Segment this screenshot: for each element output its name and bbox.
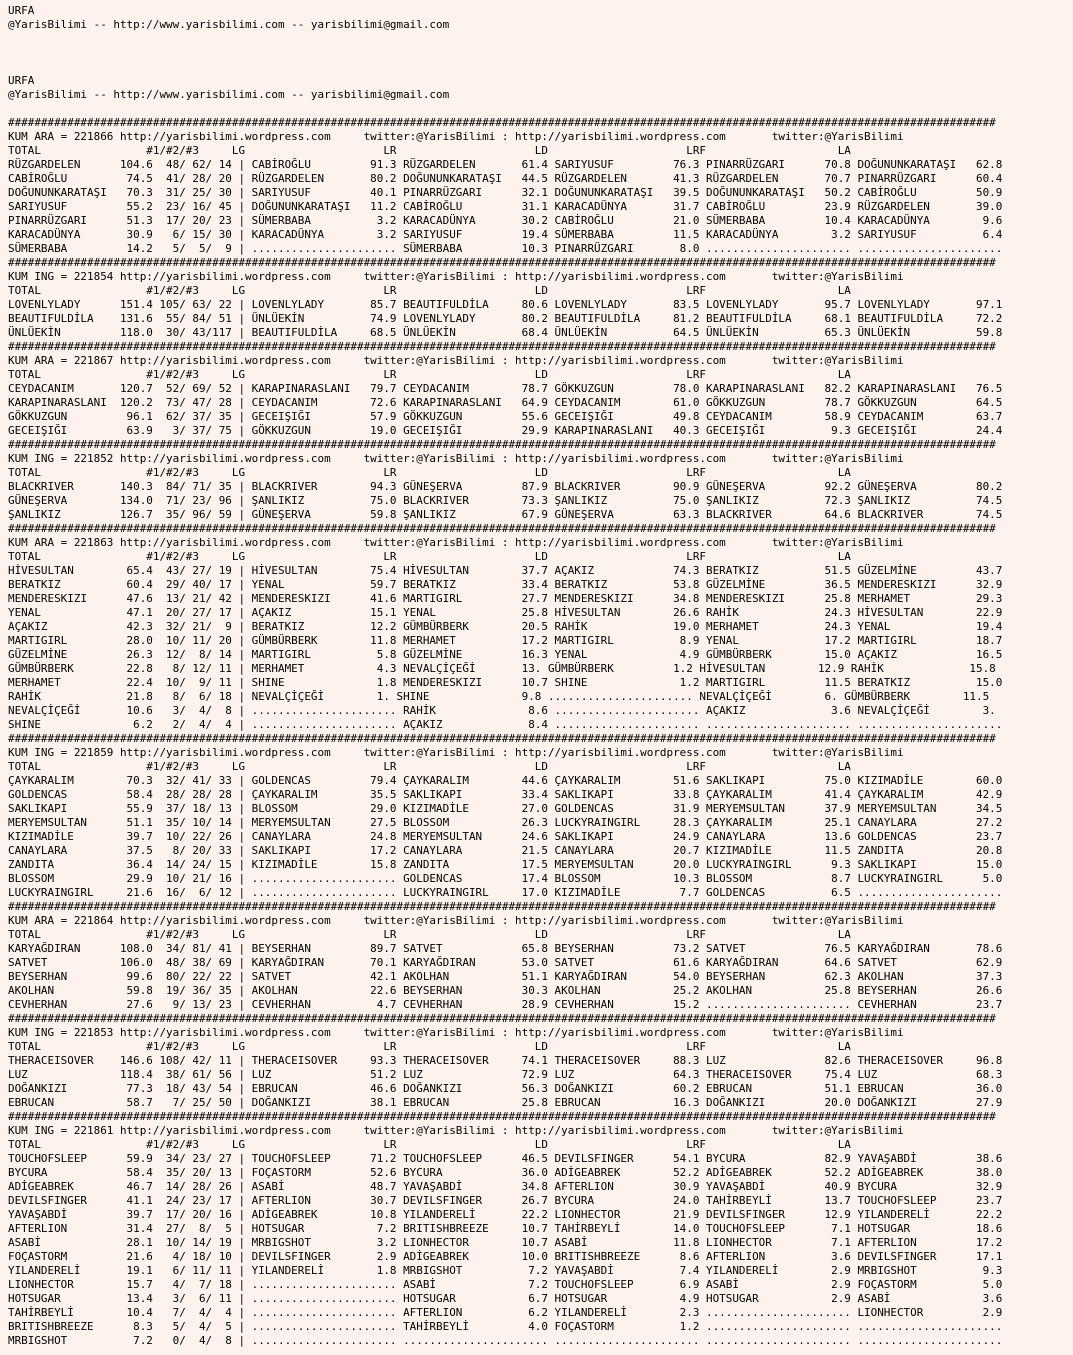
text-line: GÜZELMİNE 26.3 12/ 8/ 14 | MARTIGIRL 5.8 GÜZELMİNE 16.3 YENAL 4.9 GÜMBÜRBERK 15.0 AÇAKIZ 16.5 [8, 648, 1003, 661]
text-line: DOĞANKIZI 77.3 18/ 43/ 54 | EBRUCAN 46.6 DOĞANKIZI 56.3 DOĞANKIZI 60.2 EBRUCAN 51.1 EBRUCAN 36.0 [8, 1082, 1003, 1095]
separator-line: ###################################################################################################################################################### [8, 340, 996, 353]
text-line: @YarisBilimi -- http://www.yarisbilimi.com -- yarisbilimi@gmail.com [8, 88, 450, 101]
text-line: AFTERLION 31.4 27/ 8/ 5 | HOTSUGAR 7.2 BRITISHBREEZE 10.7 TAHİRBEYLİ 14.0 TOUCHOFSLEEP 7.1 HOTSUGAR 18.6 [8, 1222, 1003, 1235]
text-line: AKOLHAN 59.8 19/ 36/ 35 | AKOLHAN 22.6 BEYSERHAN 30.3 AKOLHAN 25.2 AKOLHAN 25.8 BEYSERHAN 26.6 [8, 984, 1003, 997]
text-line: BRITISHBREEZE 8.3 5/ 4/ 5 | ...................... TAHİRBEYLİ 4.0 FOÇASTORM 1.2 ...................... ...................... [8, 1320, 1003, 1333]
text-line: GECEIŞIĞI 63.9 3/ 37/ 75 | GÖKKUZGUN 19.0 GECEIŞIĞI 29.9 KARAPINARASLANI 40.3 GECEIŞIĞI 9.3 GECEIŞIĞI 24.4 [8, 424, 1003, 437]
text-line: SATVET 106.0 48/ 38/ 69 | KARYAĞDIRAN 70.1 KARYAĞDIRAN 53.0 SATVET 61.6 KARYAĞDIRAN 64.6 SATVET 62.9 [8, 956, 1003, 969]
separator-line: ###################################################################################################################################################### [8, 1012, 996, 1025]
text-line: CEYDACANIM 120.7 52/ 69/ 52 | KARAPINARASLANI 79.7 CEYDACANIM 78.7 GÖKKUZGUN 78.0 KARAPINARASLANI 82.2 KARAPINARASLANI 76.5 [8, 382, 1003, 395]
text-line: ÜNLÜEKİN 118.0 30/ 43/117 | BEAUTIFULDİLA 68.5 ÜNLÜEKİN 68.4 ÜNLÜEKİN 64.5 ÜNLÜEKİN 65.3 ÜNLÜEKİN 59.8 [8, 326, 1003, 339]
column-header-line: TOTAL #1/#2/#3 LG LR LD LRF LA [8, 466, 851, 479]
column-header-line: TOTAL #1/#2/#3 LG LR LD LRF LA [8, 284, 851, 297]
blank-line [8, 60, 1073, 74]
text-line: YILANDERELİ 19.1 6/ 11/ 11 | YILANDERELİ 1.8 MRBIGSHOT 7.2 YAVAŞABDİ 7.4 YILANDERELİ 2.9 MRBIGSHOT 9.3 [8, 1264, 1003, 1277]
text-line: THERACEISOVER 146.6 108/ 42/ 11 | THERACEISOVER 93.3 THERACEISOVER 74.1 THERACEISOVER 88.3 LUZ 82.6 THERACEISOVER 96.8 [8, 1054, 1003, 1067]
text-line: CANAYLARA 37.5 8/ 20/ 33 | SAKLIKAPI 17.2 CANAYLARA 21.5 CANAYLARA 20.7 KIZIMADİLE 11.5 ZANDITA 20.8 [8, 844, 1003, 857]
text-line: BERATKIZ 60.4 29/ 40/ 17 | YENAL 59.7 BERATKIZ 33.4 BERATKIZ 53.8 GÜZELMİNE 36.5 MENDERESKIZI 32.9 [8, 578, 1003, 591]
race-header-line: KUM ARA = 221866 http://yarisbilimi.wordpress.com twitter:@YarisBilimi : http://yarisbilimi.wordpress.com twitter:@YarisBilimi [8, 130, 904, 143]
text-line: FOÇASTORM 21.6 4/ 18/ 10 | DEVILSFINGER 2.9 ADİGEABREK 10.0 BRITISHBREEZE 8.6 AFTERLION 3.6 DEVILSFINGER 17.1 [8, 1250, 1003, 1263]
text-line: RÜZGARDELEN 104.6 48/ 62/ 14 | CABİROĞLU 91.3 RÜZGARDELEN 61.4 SARIYUSUF 76.3 PINARRÜZGARI 70.8 DOĞUNUNKARATAŞI 62.8 [8, 158, 1003, 171]
text-line: PINARRÜZGARI 51.3 17/ 20/ 23 | SÜMERBABA 3.2 KARACADÜNYA 30.2 CABİROĞLU 21.0 SÜMERBABA 10.4 KARACADÜNYA 9.6 [8, 214, 1003, 227]
text-line: URFA [8, 74, 35, 87]
text-line: RAHİK 21.8 8/ 6/ 18 | NEVALÇİÇEĞİ 1. SHINE 9.8 ...................... NEVALÇİÇEĞİ 6. GÜMBÜRBERK 11.5 [8, 690, 990, 703]
text-line: ÇAYKARALIM 70.3 32/ 41/ 33 | GOLDENCAS 79.4 ÇAYKARALIM 44.6 ÇAYKARALIM 51.6 SAKLIKAPI 75.0 KIZIMADİLE 60.0 [8, 774, 1003, 787]
text-line: TAHİRBEYLİ 10.4 7/ 4/ 4 | ...................... AFTERLION 6.2 YILANDERELİ 2.3 ...................... LIONHECTOR 2.9 [8, 1306, 1003, 1319]
text-line: SÜMERBABA 14.2 5/ 5/ 9 | ...................... SÜMERBABA 10.3 PINARRÜZGARI 8.0 ...................... ...................... [8, 242, 1003, 255]
race-header-line: KUM ING = 221861 http://yarisbilimi.wordpress.com twitter:@YarisBilimi : http://yarisbilimi.wordpress.com twitter:@YarisBilimi [8, 1124, 904, 1137]
column-header-line: TOTAL #1/#2/#3 LG LR LD LRF LA [8, 144, 851, 157]
text-line: NEVALÇİÇEĞİ 10.6 3/ 4/ 8 | ...................... RAHİK 8.6 ...................... AÇAKIZ 3.6 NEVALÇİÇEĞİ 3. [8, 704, 996, 717]
text-line: ASABİ 28.1 10/ 14/ 19 | MRBIGSHOT 3.2 LIONHECTOR 10.7 ASABİ 11.8 LIONHECTOR 7.1 AFTERLION 17.2 [8, 1236, 1003, 1249]
text-line: DOĞUNUNKARATAŞI 70.3 31/ 25/ 30 | SARIYUSUF 40.1 PINARRÜZGARI 32.1 DOĞUNUNKARATAŞI 39.5 DOĞUNUNKARATAŞI 50.2 CABİROĞLU 50.9 [8, 186, 1003, 199]
text-line: LUZ 118.4 38/ 61/ 56 | LUZ 51.2 LUZ 72.9 LUZ 64.3 THERACEISOVER 75.4 LUZ 68.3 [8, 1068, 1003, 1081]
race-header-line: KUM ING = 221853 http://yarisbilimi.wordpress.com twitter:@YarisBilimi : http://yarisbilimi.wordpress.com twitter:@YarisBilimi [8, 1026, 904, 1039]
race-header-line: KUM ARA = 221863 http://yarisbilimi.wordpress.com twitter:@YarisBilimi : http://yarisbilimi.wordpress.com twitter:@YarisBilimi [8, 536, 904, 549]
text-line: MENDERESKIZI 47.6 13/ 21/ 42 | MENDERESKIZI 41.6 MARTIGIRL 27.7 MENDERESKIZI 34.8 MENDERESKIZI 25.8 MERHAMET 29.3 [8, 592, 1003, 605]
text-line: CEVHERHAN 27.6 9/ 13/ 23 | CEVHERHAN 4.7 CEVHERHAN 28.9 CEVHERHAN 15.2 ...................... CEVHERHAN 23.7 [8, 998, 1003, 1011]
column-header-line: TOTAL #1/#2/#3 LG LR LD LRF LA [8, 928, 851, 941]
text-line: AÇAKIZ 42.3 32/ 21/ 9 | BERATKIZ 12.2 GÜMBÜRBERK 20.5 RAHİK 19.0 MERHAMET 24.3 YENAL 19.4 [8, 620, 1003, 633]
text-line: YAVAŞABDİ 39.7 17/ 20/ 16 | ADİGEABREK 10.8 YILANDERELİ 22.2 LIONHECTOR 21.9 DEVILSFINGER 12.9 YILANDERELİ 22.2 [8, 1208, 1003, 1221]
text-line: DEVILSFINGER 41.1 24/ 23/ 17 | AFTERLION 30.7 DEVILSFINGER 26.7 BYCURA 24.0 TAHİRBEYLİ 13.7 TOUCHOFSLEEP 23.7 [8, 1194, 1003, 1207]
separator-line: ###################################################################################################################################################### [8, 256, 996, 269]
text-line: TOUCHOFSLEEP 59.9 34/ 23/ 27 | TOUCHOFSLEEP 71.2 TOUCHOFSLEEP 46.5 DEVILSFINGER 54.1 BYCURA 82.9 YAVAŞABDİ 38.6 [8, 1152, 1003, 1165]
race-header-line: KUM ING = 221852 http://yarisbilimi.wordpress.com twitter:@YarisBilimi : http://yarisbilimi.wordpress.com twitter:@YarisBilimi [8, 452, 904, 465]
separator-line: ###################################################################################################################################################### [8, 900, 996, 913]
separator-line: ###################################################################################################################################################### [8, 732, 996, 745]
text-line: @YarisBilimi -- http://www.yarisbilimi.com -- yarisbilimi@gmail.com [8, 18, 450, 31]
separator-line: ###################################################################################################################################################### [8, 438, 996, 451]
text-line: BEYSERHAN 99.6 80/ 22/ 22 | SATVET 42.1 AKOLHAN 51.1 KARYAĞDIRAN 54.0 BEYSERHAN 62.3 AKOLHAN 37.3 [8, 970, 1003, 983]
text-line: BLOSSOM 29.9 10/ 21/ 16 | ...................... GOLDENCAS 17.4 BLOSSOM 10.3 BLOSSOM 8.7 LUCKYRAINGIRL 5.0 [8, 872, 1003, 885]
text-line: MARTIGIRL 28.0 10/ 11/ 20 | GÜMBÜRBERK 11.8 MERHAMET 17.2 MARTIGIRL 8.9 YENAL 17.2 MARTIGIRL 18.7 [8, 634, 1003, 647]
column-header-line: TOTAL #1/#2/#3 LG LR LD LRF LA [8, 1040, 851, 1053]
race-header-line: KUM ARA = 221864 http://yarisbilimi.wordpress.com twitter:@YarisBilimi : http://yarisbilimi.wordpress.com twitter:@YarisBilimi [8, 914, 904, 927]
column-header-line: TOTAL #1/#2/#3 LG LR LD LRF LA [8, 1138, 851, 1151]
race-header-line: KUM ARA = 221867 http://yarisbilimi.wordpress.com twitter:@YarisBilimi : http://yarisbilimi.wordpress.com twitter:@YarisBilimi [8, 354, 904, 367]
blank-line [8, 102, 1073, 116]
separator-line: ###################################################################################################################################################### [8, 1110, 996, 1123]
text-line: SHINE 6.2 2/ 4/ 4 | ...................... AÇAKIZ 8.4 ...................... ...................... ...................... [8, 718, 1003, 731]
race-header-line: KUM ING = 221859 http://yarisbilimi.wordpress.com twitter:@YarisBilimi : http://yarisbilimi.wordpress.com twitter:@YarisBilimi [8, 746, 904, 759]
column-header-line: TOTAL #1/#2/#3 LG LR LD LRF LA [8, 550, 851, 563]
text-line: CABİROĞLU 74.5 41/ 28/ 20 | RÜZGARDELEN 80.2 DOĞUNUNKARATAŞI 44.5 RÜZGARDELEN 41.3 RÜZGARDELEN 70.7 PINARRÜZGARI 60.4 [8, 172, 1003, 185]
text-line: MERYEMSULTAN 51.1 35/ 10/ 14 | MERYEMSULTAN 27.5 BLOSSOM 26.3 LUCKYRAINGIRL 28.3 ÇAYKARALIM 25.1 CANAYLARA 27.2 [8, 816, 1003, 829]
text-line: LUCKYRAINGIRL 21.6 16/ 6/ 12 | ...................... LUCKYRAINGIRL 17.0 KIZIMADİLE 7.7 GOLDENCAS 6.5 ...................... [8, 886, 1003, 899]
text-line: KIZIMADİLE 39.7 10/ 22/ 26 | CANAYLARA 24.8 MERYEMSULTAN 24.6 SAKLIKAPI 24.9 CANAYLARA 13.6 GOLDENCAS 23.7 [8, 830, 1003, 843]
text-line: MERHAMET 22.4 10/ 9/ 11 | SHINE 1.8 MENDERESKIZI 10.7 SHINE 1.2 MARTIGIRL 11.5 BERATKIZ 15.0 [8, 676, 1003, 689]
race-header-line: KUM ING = 221854 http://yarisbilimi.wordpress.com twitter:@YarisBilimi : http://yarisbilimi.wordpress.com twitter:@YarisBilimi [8, 270, 904, 283]
text-line: GÜNEŞERVA 134.0 71/ 23/ 96 | ŞANLIKIZ 75.0 BLACKRIVER 73.3 ŞANLIKIZ 75.0 ŞANLIKIZ 72.3 ŞANLIKIZ 74.5 [8, 494, 1003, 507]
text-line: ADİGEABREK 46.7 14/ 28/ 26 | ASABİ 48.7 YAVAŞABDİ 34.8 AFTERLION 30.9 YAVAŞABDİ 40.9 BYCURA 32.9 [8, 1180, 1003, 1193]
text-line: KARYAĞDIRAN 108.0 34/ 81/ 41 | BEYSERHAN 89.7 SATVET 65.8 BEYSERHAN 73.2 SATVET 76.5 KARYAĞDIRAN 78.6 [8, 942, 1003, 955]
text-line: SAKLIKAPI 55.9 37/ 18/ 13 | BLOSSOM 29.0 KIZIMADİLE 27.0 GOLDENCAS 31.9 MERYEMSULTAN 37.9 MERYEMSULTAN 34.5 [8, 802, 1003, 815]
text-line: YENAL 47.1 20/ 27/ 17 | AÇAKIZ 15.1 YENAL 25.8 HİVESULTAN 26.6 RAHİK 24.3 HİVESULTAN 22.9 [8, 606, 1003, 619]
text-line: EBRUCAN 58.7 7/ 25/ 50 | DOĞANKIZI 38.1 EBRUCAN 25.8 EBRUCAN 16.3 DOĞANKIZI 20.0 DOĞANKIZI 27.9 [8, 1096, 1003, 1109]
text-line: HİVESULTAN 65.4 43/ 27/ 19 | HİVESULTAN 75.4 HİVESULTAN 37.7 AÇAKIZ 74.3 BERATKIZ 51.5 GÜZELMİNE 43.7 [8, 564, 1003, 577]
text-line: URFA [8, 4, 35, 17]
text-line: MRBIGSHOT 7.2 0/ 4/ 8 | ...................... ...................... ...................... ...................... ...................... [8, 1334, 1003, 1347]
text-line: BEAUTIFULDİLA 131.6 55/ 84/ 51 | ÜNLÜEKİN 74.9 LOVENLYLADY 80.2 BEAUTIFULDİLA 81.2 BEAUTIFULDİLA 68.1 BEAUTIFULDİLA 72.2 [8, 312, 1003, 325]
text-line: KARACADÜNYA 30.9 6/ 15/ 30 | KARACADÜNYA 3.2 SARIYUSUF 19.4 SÜMERBABA 11.5 KARACADÜNYA 3.2 SARIYUSUF 6.4 [8, 228, 1003, 241]
text-line: HOTSUGAR 13.4 3/ 6/ 11 | ...................... HOTSUGAR 6.7 HOTSUGAR 4.9 HOTSUGAR 2.9 ASABİ 3.6 [8, 1292, 1003, 1305]
separator-line: ###################################################################################################################################################### [8, 116, 996, 129]
column-header-line: TOTAL #1/#2/#3 LG LR LD LRF LA [8, 760, 851, 773]
blank-line [8, 46, 1073, 60]
text-line: LIONHECTOR 15.7 4/ 7/ 18 | ...................... ASABİ 7.2 TOUCHOFSLEEP 6.9 ASABİ 2.9 FOÇASTORM 5.0 [8, 1278, 1003, 1291]
blank-line [8, 32, 1073, 46]
text-line: KARAPINARASLANI 120.2 73/ 47/ 28 | CEYDACANIM 72.6 KARAPINARASLANI 64.9 CEYDACANIM 61.0 GÖKKUZGUN 78.7 GÖKKUZGUN 64.5 [8, 396, 1003, 409]
text-line: SARIYUSUF 55.2 23/ 16/ 45 | DOĞUNUNKARATAŞI 11.2 CABİROĞLU 31.1 KARACADÜNYA 31.7 CABİROĞLU 23.9 RÜZGARDELEN 39.0 [8, 200, 1003, 213]
column-header-line: TOTAL #1/#2/#3 LG LR LD LRF LA [8, 368, 851, 381]
text-line: GOLDENCAS 58.4 28/ 28/ 28 | ÇAYKARALIM 35.5 SAKLIKAPI 33.4 SAKLIKAPI 33.8 ÇAYKARALIM 41.4 ÇAYKARALIM 42.9 [8, 788, 1003, 801]
text-line: LOVENLYLADY 151.4 105/ 63/ 22 | LOVENLYLADY 85.7 BEAUTIFULDİLA 80.6 LOVENLYLADY 83.5 LOVENLYLADY 95.7 LOVENLYLADY 97.1 [8, 298, 1003, 311]
text-line: GÜMBÜRBERK 22.8 8/ 12/ 11 | MERHAMET 4.3 NEVALÇİÇEĞİ 13. GÜMBÜRBERK 1.2 HİVESULTAN 12.9 RAHİK 15.8 [8, 662, 996, 675]
text-line: ŞANLIKIZ 126.7 35/ 96/ 59 | GÜNEŞERVA 59.8 ŞANLIKIZ 67.9 GÜNEŞERVA 63.3 BLACKRIVER 64.6 BLACKRIVER 74.5 [8, 508, 1003, 521]
text-line: GÖKKUZGUN 96.1 62/ 37/ 35 | GECEIŞIĞI 57.9 GÖKKUZGUN 55.6 GECEIŞIĞI 49.8 CEYDACANIM 58.9 CEYDACANIM 63.7 [8, 410, 1003, 423]
text-line: BYCURA 58.4 35/ 20/ 13 | FOÇASTORM 52.6 BYCURA 36.0 ADİGEABREK 52.2 ADİGEABREK 52.2 ADİGEABREK 38.0 [8, 1166, 1003, 1179]
text-line: ZANDITA 36.4 14/ 24/ 15 | KIZIMADİLE 15.8 ZANDITA 17.5 MERYEMSULTAN 20.0 LUCKYRAINGIRL 9.3 SAKLIKAPI 15.0 [8, 858, 1003, 871]
text-line: BLACKRIVER 140.3 84/ 71/ 35 | BLACKRIVER 94.3 GÜNEŞERVA 87.9 BLACKRIVER 90.9 GÜNEŞERVA 92.2 GÜNEŞERVA 80.2 [8, 480, 1003, 493]
separator-line: ###################################################################################################################################################### [8, 522, 996, 535]
